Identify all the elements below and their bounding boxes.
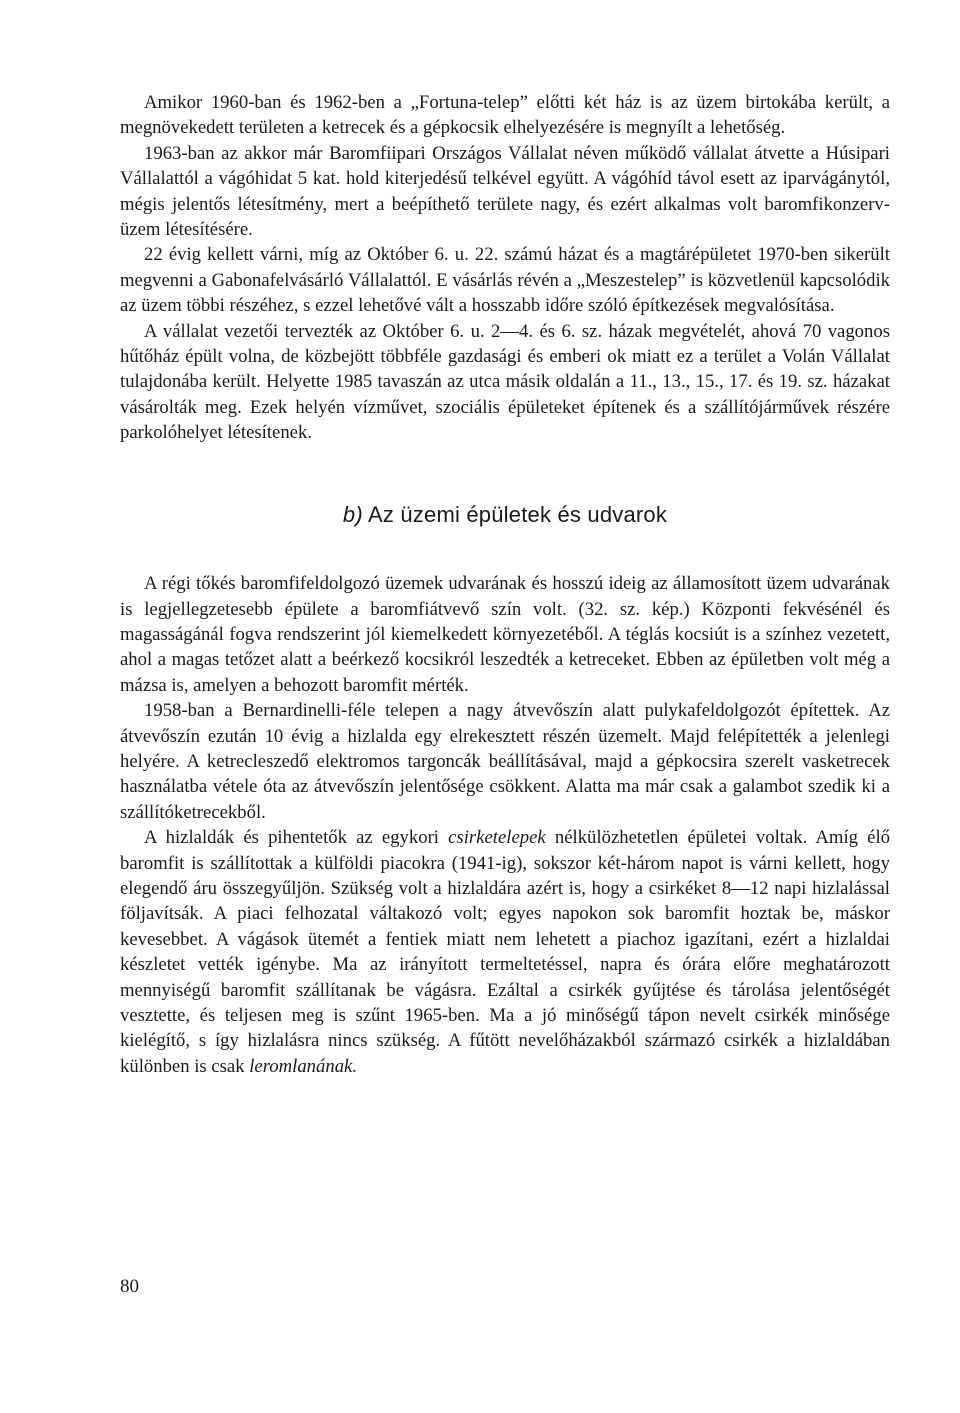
text-run: nélkülözhetetlen épületei voltak. Amíg élő baromfit is szállítottak a külföldi piacokra (1941-ig), sokszor két-három napot is várni kellett, hogy elegendő áru összegyűljön. Szükség volt a hizlaldára azért is, hogy a csirkéket 8—12 napi hizlalással följavítsák. A piaci felhozatal váltakozó volt; egyes napokon sok baromfit hoztak be, máskor kevesebbet. A vágások ütemét a fentiek miatt nem lehetett a piachoz igazítani, ezért a hizlaldai készletet vették igénybe. Ma az irányított termeltetéssel, napra és órára előre meghatározott mennyiségű baromfit szállítanak be vágásra. Ezáltal a csirkék gyűjtése és tárolása jelentőségét vesztette, és teljesen meg is szűnt 1965-ben. Ma a jó minőségű tápon nevelt csirkék minősége kielégítő, s így hizlalásra nincs szükség. A fűtött nevelőházakból származó csirkék a hizlaldában különben is csak xyxy=(120,827,891,1077)
page-body xyxy=(120,90,890,1079)
paragraph: 1958-ban a Bernardinelli-féle telepen a nagy átvevőszín alatt pulykafeldolgozót építettek. Az átvevőszín ezután 10 évig a hizlalda egy elrekesztett részén üzemelt. Majd felépítették a jelenlegi helyére. A ketrecleszedő elektromos targoncák beállításával, majd a gépkocsira szerelt vasketrecek használatba vétele óta az átvevőszín jelentősége csökkent. Alatta ma már csak a galambot szedik ki a szállítóketrecekből. xyxy=(120,700,890,823)
paragraph: 22 évig kellett várni, míg az Október 6. u. 22. számú házat és a magtárépületet 1970-ben sikerült megvenni a Gabonafelvásárló Vállalattól. E vásárlás révén a „Meszestelep” is közvetlenül kapcsolódik az üzem többi részéhez, s ezzel lehetővé vált a hosszabb időre szóló építkezések megvalósítása. xyxy=(120,244,890,317)
italic-term: csirketelepek xyxy=(448,827,546,849)
paragraph: A régi tőkés baromfifeldolgozó üzemek udvarának és hosszú ideig az államosított üzem udvarának is legjellegzetesebb épülete a baromfiátvevő szín volt. (32. sz. kép.) Központi fekvésénél és magasságánál fogva rendszerint jól kiemelkedett környezetéből. A téglás kocsiút is a színhez vezetett, ahol a magas tetőzet alatt a beérkező kocsikról leszedték a ketreceket. Ebben az épületben volt még a mázsa is, amelyen a behozott baromfit mérték. xyxy=(120,573,890,696)
paragraph: Amikor 1960-ban és 1962-ben a „Fortuna-telep” előtti két ház is az üzem birtokába került, a megnövekedett területen a ketrecek és a gépkocsik elhelyezésére is megnyílt a lehetőség. xyxy=(120,92,890,139)
section-heading xyxy=(120,502,890,527)
section-heading-title: Az üzemi épületek és udvarok xyxy=(367,501,668,527)
text-run: A hizlaldák és pihentetők az egykori xyxy=(144,827,449,849)
paragraph: A vállalat vezetői tervezték az Október 6. u. 2—4. és 6. sz. házak megvételét, ahová 70 vagonos hűtőház épült volna, de közbejött többféle gazdasági és emberi ok miatt ez a terület a Volán Vállalat tulajdonába került. Helyette 1985 tavaszán az utca másik oldalán a 11., 13., 15., 17. és 19. sz. házakat vásárolták meg. Ezek helyén vízművet, szociális épületeket építenek és a szállítójárművek részére parkolóhelyet létesítenek. xyxy=(120,320,890,444)
paragraph xyxy=(120,825,890,1079)
paragraph: 1963-ban az akkor már Baromfiipari Országos Vállalat néven működő vállalat átvette a Húsipari Vállalattól a vágóhidat 5 kat. hold kiterjedésű telkével együtt. A vágóhíd távol esett az iparvágánytól, mégis jelentős létesítmény, mert a beépíthető területe nagy, és ezért alkalmas volt baromfikonzerv-üzem létesítésére. xyxy=(120,142,890,241)
page-number: 80 xyxy=(120,1276,139,1297)
section-heading-label: b) xyxy=(342,501,363,527)
italic-term: leromlanának. xyxy=(249,1055,358,1077)
